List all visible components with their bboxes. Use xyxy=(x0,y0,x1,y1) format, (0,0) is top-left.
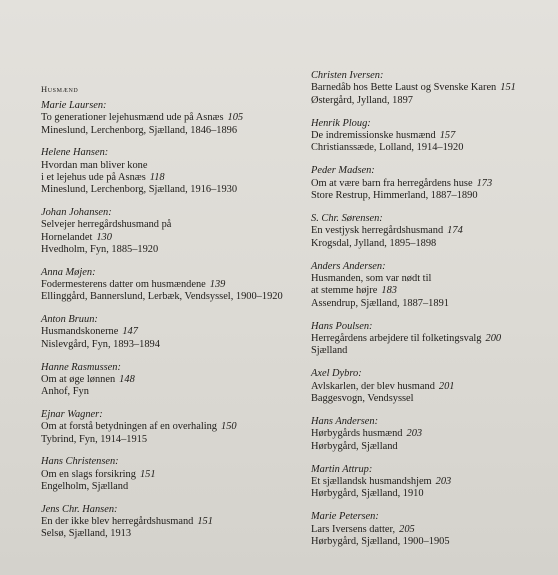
entry-author: S. Chr. Sørensen: xyxy=(311,213,383,225)
entry-page-number: 174 xyxy=(447,225,463,237)
entry-author: Anders Andersen: xyxy=(311,260,386,272)
entry-page-number: 150 xyxy=(221,421,237,433)
entry-page-number: 151 xyxy=(139,468,156,480)
entry-author: Hans Poulsen: xyxy=(311,320,373,332)
entry-origin: Nislevgård, Fyn, 1893–1894 xyxy=(41,338,160,350)
entry-title-line xyxy=(311,285,551,297)
entry-title-line xyxy=(41,232,301,244)
entry-page-number: 130 xyxy=(96,231,112,243)
entry-origin: Anhof, Fyn xyxy=(41,386,89,398)
entry-title-text: Husmanden, som var nødt til xyxy=(311,273,432,285)
entry-origin: Hvedholm, Fyn, 1885–1920 xyxy=(41,243,159,255)
entry-title-text: Herregårdens arbejdere til folketingsvalg xyxy=(311,333,482,345)
left-column xyxy=(41,84,301,551)
entry-title-text: i et lejehus ude på Asnæs xyxy=(41,171,146,183)
toc-entry xyxy=(41,504,301,541)
entry-title-line xyxy=(311,225,551,237)
entry-title-text: Hornelandet xyxy=(41,231,93,243)
entry-page-number: 105 xyxy=(227,112,244,124)
entry-page-number: 203 xyxy=(435,476,452,488)
entry-title-line xyxy=(311,82,551,94)
toc-entry xyxy=(41,267,301,304)
entry-origin: Store Restrup, Himmerland, 1887–1890 xyxy=(311,189,478,201)
entry-title-text: Om en slags forsikring xyxy=(41,468,136,480)
entry-title-line xyxy=(41,112,301,124)
toc-entry xyxy=(311,416,551,453)
entry-title-text: Fodermesterens datter om husmændene xyxy=(41,279,206,291)
entry-title-line xyxy=(41,172,301,184)
entry-author: Anton Bruun: xyxy=(41,314,98,326)
entry-title-line xyxy=(311,130,551,142)
entry-author: Axel Dybro: xyxy=(311,368,362,380)
entry-title-text: at stemme højre xyxy=(311,285,378,297)
entry-page-number: 173 xyxy=(476,177,493,189)
entry-title-text: Avlskarlen, der blev husmand xyxy=(311,380,435,392)
entry-title-line xyxy=(41,374,301,386)
entry-title-text: Hvordan man bliver kone xyxy=(41,159,148,171)
entry-title-line xyxy=(311,273,551,285)
entry-title-line xyxy=(311,524,551,536)
entry-author: Johan Johansen: xyxy=(41,207,112,219)
entry-title-line xyxy=(311,428,551,440)
entry-title-text: Om at forstå betydningen af en overhaling xyxy=(41,421,218,433)
entry-author: Helene Hansen: xyxy=(41,147,109,159)
toc-entry xyxy=(311,118,551,155)
toc-entry xyxy=(311,213,551,250)
entry-page-number: 200 xyxy=(485,333,502,345)
entry-author: Henrik Ploug: xyxy=(311,117,371,129)
entry-title-text: Om at øge lønnen xyxy=(41,373,116,385)
entry-page-number: 118 xyxy=(149,171,165,183)
toc-entry xyxy=(311,464,551,501)
entry-page-number: 151 xyxy=(197,516,213,528)
entry-title-text: Selvejer herregårdshusmand på xyxy=(41,219,172,231)
entry-origin: Ellinggård, Bannerslund, Lerbæk, Vendsyssel, 1900–1920 xyxy=(41,291,283,303)
entry-origin: Hørbygård, Sjælland, 1910 xyxy=(311,488,424,500)
entry-origin: Sjælland xyxy=(311,345,348,357)
toc-entry xyxy=(41,100,301,137)
toc-entry xyxy=(311,261,551,310)
toc-entry xyxy=(41,207,301,256)
toc-entry xyxy=(41,456,301,493)
entry-title-text: Et sjællandsk husmandshjem xyxy=(311,476,432,488)
toc-entry xyxy=(311,165,551,202)
entry-title-line xyxy=(41,279,301,291)
entry-origin: Christianssæde, Lolland, 1914–1920 xyxy=(311,142,464,154)
toc-entry xyxy=(311,368,551,405)
entry-title-line xyxy=(41,516,301,528)
entry-author: Peder Madsen: xyxy=(311,165,375,177)
entry-origin: Østergård, Jylland, 1897 xyxy=(311,94,413,106)
toc-entry xyxy=(311,321,551,358)
entry-origin: Krogsdal, Jylland, 1895–1898 xyxy=(311,237,437,249)
toc-entry xyxy=(311,511,551,548)
entry-origin: Hørbygård, Sjælland xyxy=(311,440,398,452)
left-entry-list xyxy=(41,100,301,541)
right-entry-list xyxy=(311,70,551,548)
entry-page-number: 147 xyxy=(122,326,138,338)
entry-title-line xyxy=(311,178,551,190)
right-column xyxy=(311,70,551,559)
entry-title-line xyxy=(41,469,301,481)
entry-author: Hanne Rasmussen: xyxy=(41,361,121,373)
entry-title-line xyxy=(41,326,301,338)
entry-author: Ejnar Wagner: xyxy=(41,408,103,420)
entry-origin: Baggesvogn, Vendsyssel xyxy=(311,393,414,405)
entry-title-line xyxy=(311,381,551,393)
entry-origin: Engelholm, Sjælland xyxy=(41,480,129,492)
entry-page-number: 139 xyxy=(209,279,226,291)
entry-page-number: 183 xyxy=(381,285,397,297)
entry-title-text: Hørbygårds husmænd xyxy=(311,428,403,440)
entry-page-number: 203 xyxy=(406,428,423,440)
entry-author: Hans Andersen: xyxy=(311,416,379,428)
entry-page-number: 157 xyxy=(439,129,456,141)
toc-entry xyxy=(41,314,301,351)
toc-entry xyxy=(41,409,301,446)
entry-title-line xyxy=(41,421,301,433)
entry-title-text: Barnedåb hos Bette Laust og Svenske Karen xyxy=(311,82,497,94)
entry-title-line xyxy=(311,333,551,345)
entry-author: Jens Chr. Hansen: xyxy=(41,503,118,515)
entry-title-text: En der ikke blev herregårdshusmand xyxy=(41,516,194,528)
entry-author: Marie Laursen: xyxy=(41,100,107,111)
entry-author: Christen Iversen: xyxy=(311,70,384,81)
entry-title-line xyxy=(311,476,551,488)
entry-page-number: 201 xyxy=(438,380,455,392)
entry-author: Hans Christensen: xyxy=(41,456,119,468)
entry-origin: Hørbygård, Sjælland, 1900–1905 xyxy=(311,536,450,548)
entry-author: Anna Møjen: xyxy=(41,266,96,278)
entry-author: Martin Attrup: xyxy=(311,463,373,475)
toc-entry xyxy=(41,362,301,399)
entry-title-text: Husmandskonerne xyxy=(41,326,119,338)
entry-title-text: De indremissionske husmænd xyxy=(311,129,436,141)
entry-origin: Mineslund, Lerchenborg, Sjælland, 1846–1896 xyxy=(41,124,238,136)
entry-origin: Mineslund, Lerchenborg, Sjælland, 1916–1930 xyxy=(41,184,238,196)
entry-title-text: To generationer lejehusmænd ude på Asnæs xyxy=(41,112,224,124)
entry-page-number: 148 xyxy=(119,373,135,385)
entry-title-text: Om at være barn fra herregårdens huse xyxy=(311,177,473,189)
entry-title-line xyxy=(41,160,301,172)
entry-page-number: 151 xyxy=(500,82,516,94)
section-heading: Husmænd xyxy=(41,84,79,94)
entry-page-number: 205 xyxy=(399,523,415,535)
entry-title-line xyxy=(41,219,301,231)
entry-origin: Tybrind, Fyn, 1914–1915 xyxy=(41,433,148,445)
entry-author: Marie Petersen: xyxy=(311,511,379,523)
entry-origin: Assendrup, Sjælland, 1887–1891 xyxy=(311,297,449,309)
entry-title-text: En vestjysk herregårdshusmand xyxy=(311,225,444,237)
toc-entry xyxy=(311,70,551,107)
entry-title-text: Lars Iversens datter, xyxy=(311,523,396,535)
entry-origin: Selsø, Sjælland, 1913 xyxy=(41,528,132,540)
toc-entry xyxy=(41,147,301,196)
